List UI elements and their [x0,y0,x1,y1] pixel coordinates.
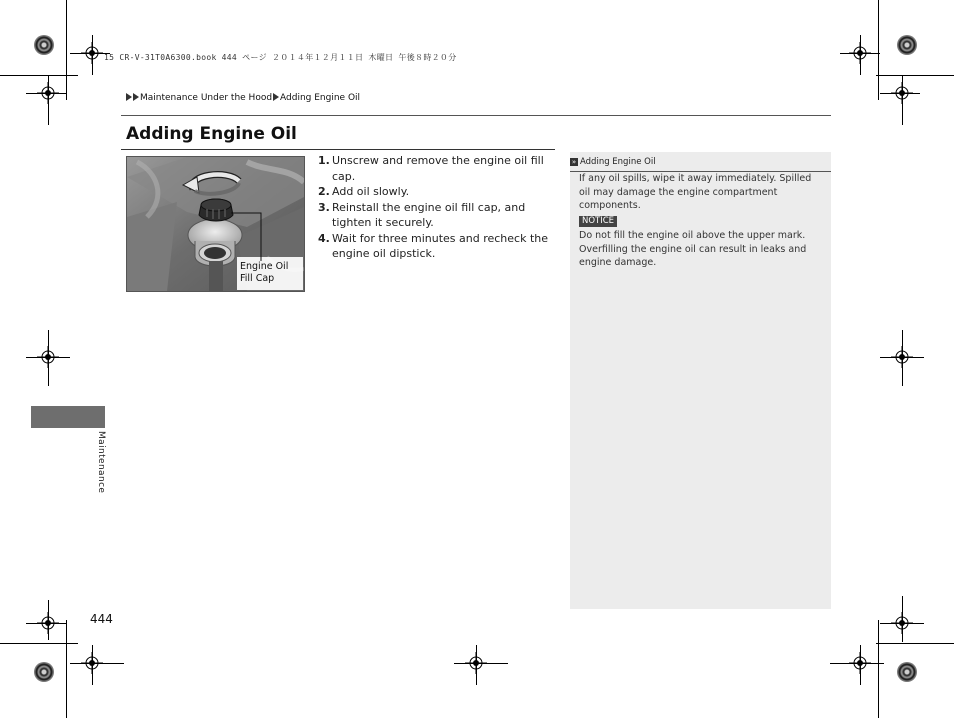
step-number: 3. [318,200,330,214]
breadcrumb-item[interactable]: Maintenance Under the Hood [140,93,273,103]
print-info: 15 CR-V-31T0A6300.book 444 ページ ２０１４年１２月１１日 木曜日 午後８時２０分 [104,53,457,62]
breadcrumb [126,93,360,103]
step-text: Add oil slowly. [332,185,410,198]
chapter-tab[interactable] [31,406,105,428]
triangle-icon [126,93,132,101]
breadcrumb-item[interactable]: Adding Engine Oil [280,93,361,103]
list-item [318,153,558,184]
triangle-icon [133,93,139,101]
callout-line-2: Fill Cap [240,273,275,284]
notice-text: Do not fill the engine oil above the upper mark. Overfilling the engine oil can result in leaks and engine damage. [579,230,807,268]
title-divider [121,149,555,150]
sidebar-heading-text: Adding Engine Oil [580,157,656,167]
steps-list [318,153,558,262]
callout-line-1: Engine Oil [240,261,289,272]
sidebar-heading [570,157,831,172]
page-title: Adding Engine Oil [126,124,297,144]
notice-badge: NOTICE [579,216,617,227]
step-text: Reinstall the engine oil fill cap, and tighten it securely. [332,200,526,229]
list-item [318,184,558,200]
triangle-icon [273,93,279,101]
step-text: Unscrew and remove the engine oil fill cap. [332,154,544,183]
step-number: 4. [318,231,330,245]
page-number: 444 [90,612,113,626]
header-divider [121,115,831,116]
callout-label [240,261,288,285]
sidebar-paragraph: If any oil spills, wipe it away immediately. Spilled oil may damage the engine compartment components. [579,173,812,211]
list-item [318,231,558,262]
chapter-tab-label: Maintenance [96,431,106,494]
step-number: 2. [318,185,330,198]
reference-icon: » [571,158,577,166]
step-number: 1. [318,154,330,167]
step-text: Wait for three minutes and recheck the engine oil dipstick. [332,231,549,260]
list-item [318,200,558,231]
